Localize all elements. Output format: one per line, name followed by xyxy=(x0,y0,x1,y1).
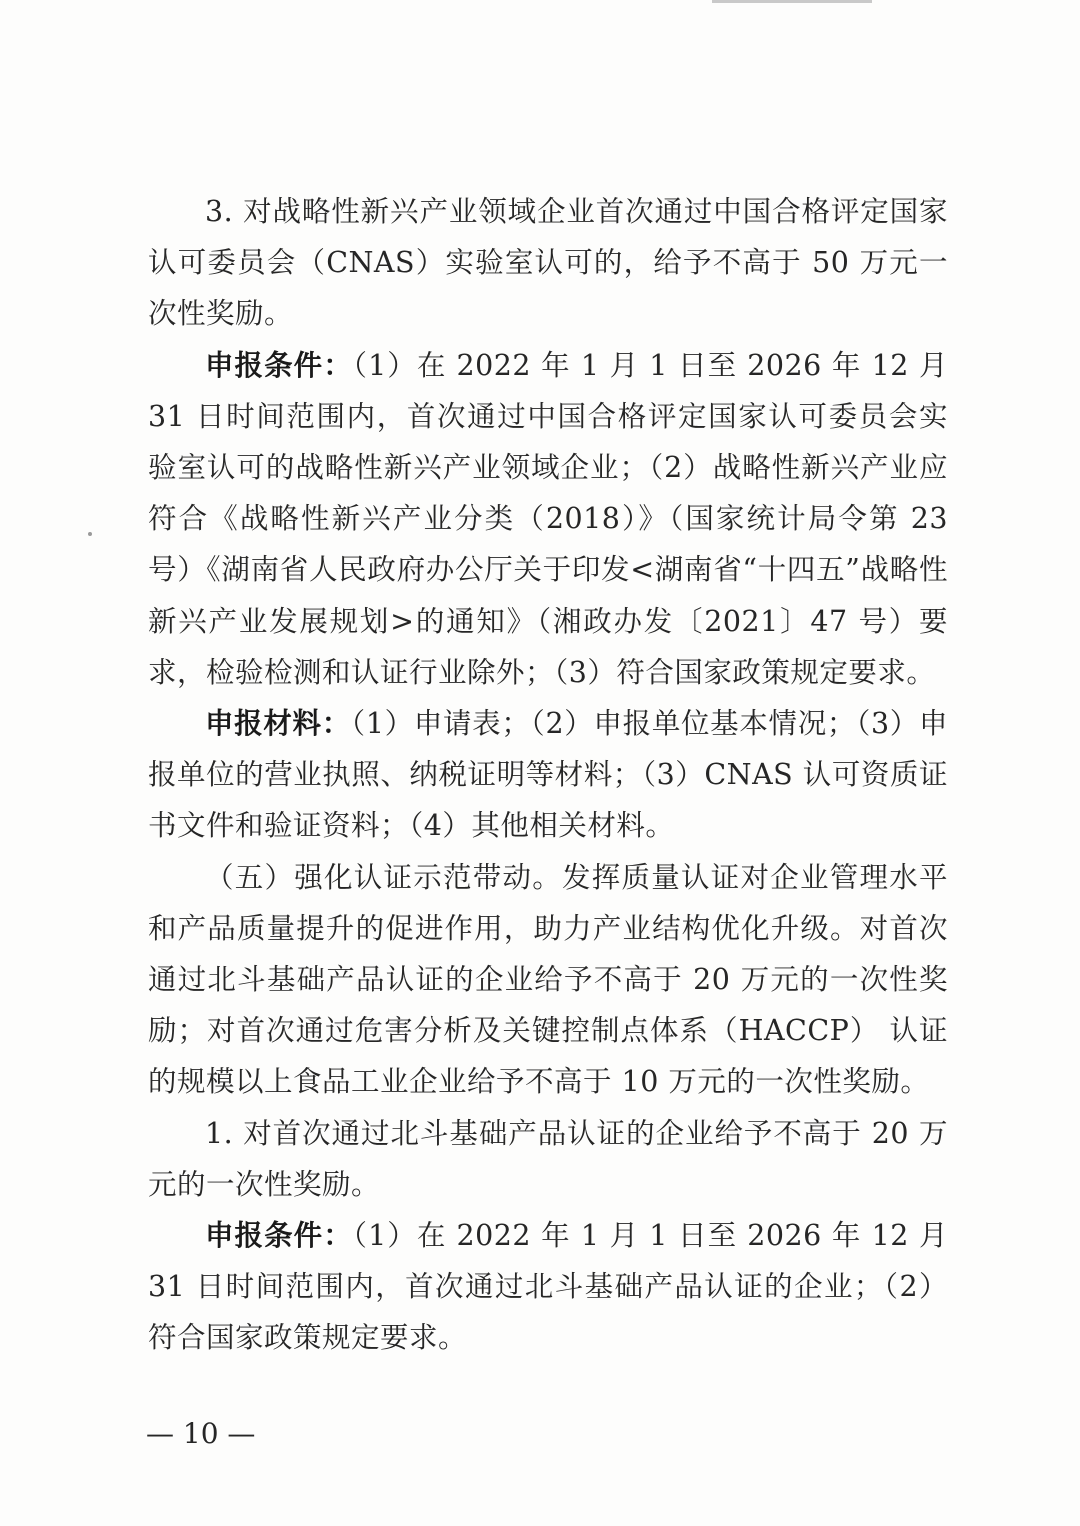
paragraph-text: （五）强化认证示范带动。发挥质量认证对企业管理水平和产品质量提升的促进作用，助力产业结构优化升级。对首次通过北斗基础产品认证的企业给予不高于 20 万元的一次性奖励；对首次通过危害分析及关键控制点体系（HACCP） 认证的规模以上食品工业企业给予不高于 10 万元的一次性奖励。 xyxy=(148,860,948,1099)
paragraph-text: 3. 对战略性新兴产业领域企业首次通过中国合格评定国家认可委员会（CNAS）实验室认可的，给予不高于 50 万元一次性奖励。 xyxy=(148,195,948,331)
scan-edge-mark xyxy=(712,0,872,3)
paragraph-application-conditions xyxy=(148,340,948,698)
paragraph-cnas-reward xyxy=(148,186,948,340)
paragraph-beidou-conditions xyxy=(148,1210,948,1364)
paragraph-text: （1）在 2022 年 1 月 1 日至 2026 年 12 月 31 日时间范围内，首次通过北斗基础产品认证的企业；（2）符合国家政策规定要求。 xyxy=(148,1219,948,1355)
paragraph-text: （1）在 2022 年 1 月 1 日至 2026 年 12 月 31 日时间范围内，首次通过中国合格评定国家认可委员会实验室认可的战略性新兴产业领域企业；（2）战略性新兴产业应符合《战略性新兴产业分类（2018）》（国家统计局令第 23 号）《湖南省人民政府办公厅关于印发<湖南省“十四五”战略性新兴产业发展规划>的通知》（湘政办发〔2021〕47 号）要求，检验检测和认证行业除外；（3）符合国家政策规定要求。 xyxy=(148,348,948,689)
paragraph-text: （1）申请表；（2）申报单位基本情况；（3）申报单位的营业执照、纳税证明等材料；（3）CNAS 认可资质证书文件和验证资料；（4）其他相关材料。 xyxy=(148,707,948,843)
paragraph-label: 申报材料： xyxy=(205,706,351,741)
page-number: — 10 — xyxy=(146,1417,256,1450)
scan-dust-dot xyxy=(88,532,92,536)
paragraph-label: 申报条件： xyxy=(205,347,353,382)
document-body xyxy=(148,186,948,1364)
paragraph-certification-demonstration xyxy=(148,852,948,1108)
paragraph-beidou-reward xyxy=(148,1108,948,1210)
paragraph-label: 申报条件： xyxy=(205,1218,353,1253)
paragraph-application-materials xyxy=(148,698,948,852)
paragraph-text: 1. 对首次通过北斗基础产品认证的企业给予不高于 20 万元的一次性奖励。 xyxy=(148,1116,948,1201)
